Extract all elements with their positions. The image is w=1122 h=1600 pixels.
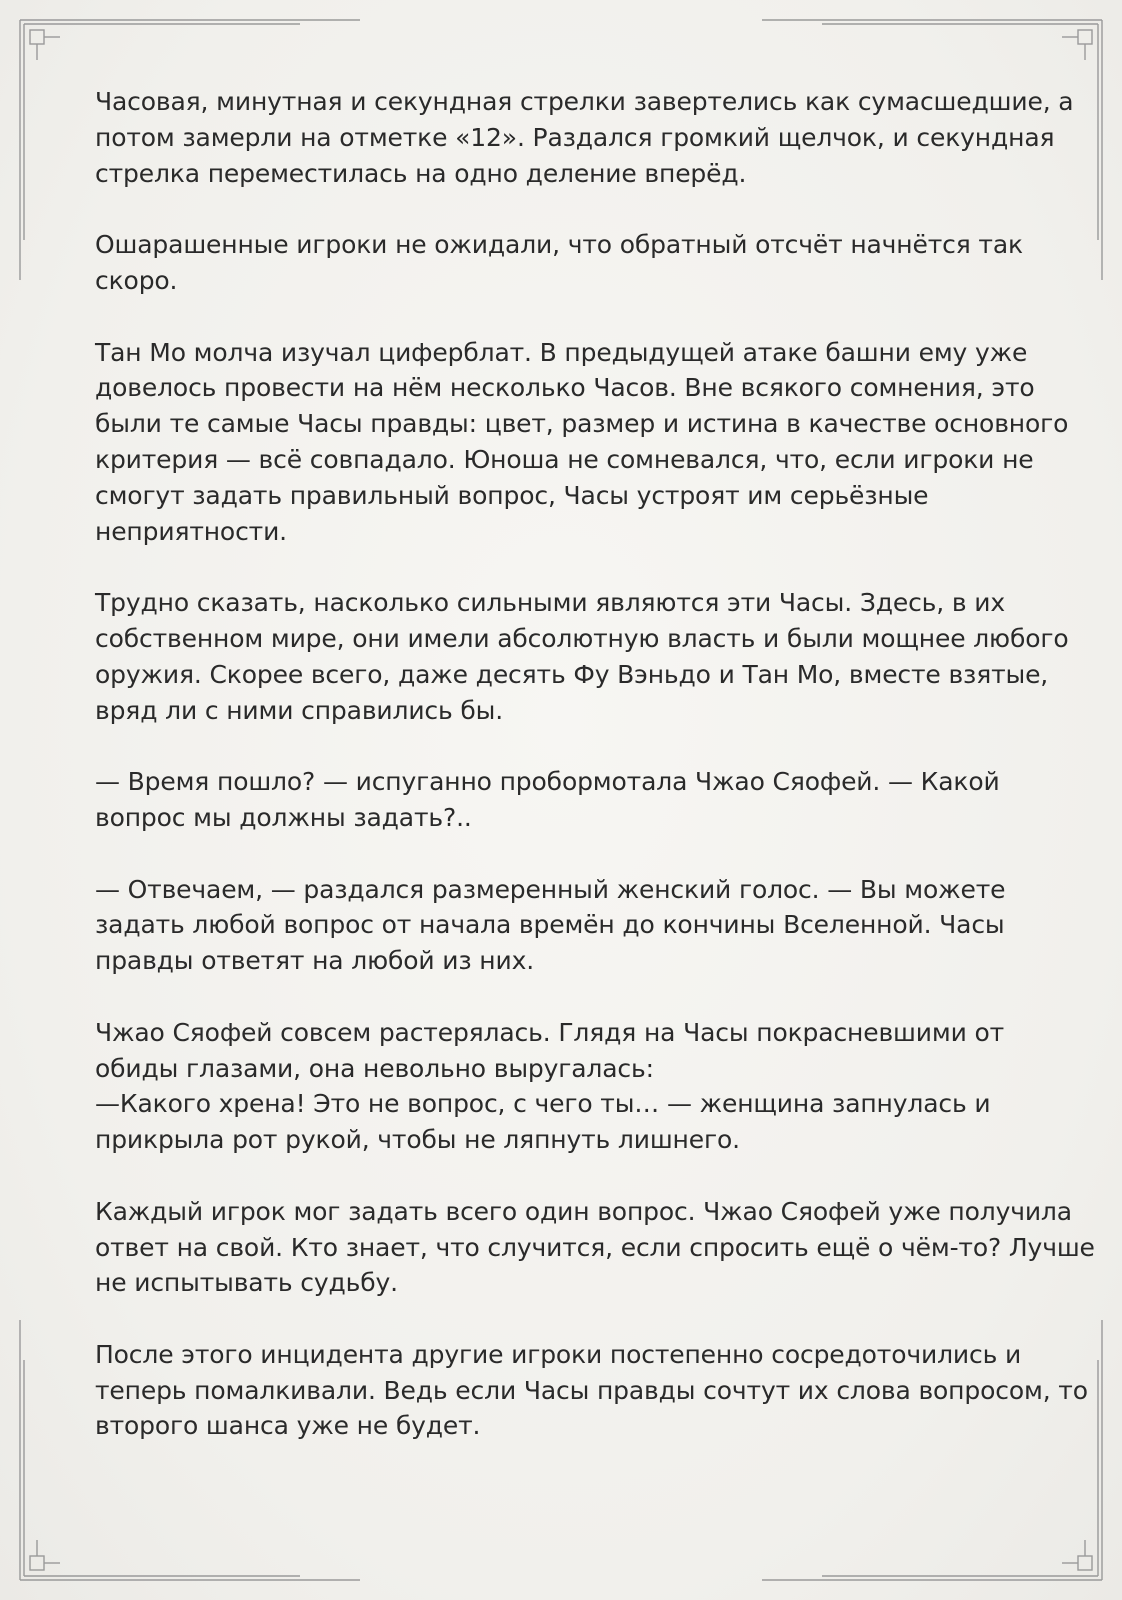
text-line: Часовая, минутная и секундная стрелки завертелись как сумасшедшие, а: [95, 87, 1074, 116]
paragraph: [95, 872, 1035, 979]
text-line: Ошарашенные игроки не ожидали, что обратный отсчёт начнётся так: [95, 230, 1023, 260]
text-line: неприятности.: [95, 516, 287, 546]
text-line: —Какого хрена! Это не вопрос, с чего ты… — женщина запнулась и: [95, 1089, 991, 1119]
text-line: — Время пошло? — испуганно пробормотала Чжао Сяофей. — Какой: [95, 767, 1000, 797]
text-line: теперь помалкивали. Ведь если Часы правды сочтут их слова вопросом, то: [95, 1375, 1088, 1405]
text-line: После этого инцидента другие игроки постепенно сосредоточились и: [95, 1339, 1022, 1369]
text-line: Трудно сказать, насколько сильными являются эти Часы. Здесь, в их: [95, 588, 1005, 618]
text-line: прикрыла рот рукой, чтобы не ляпнуть лишнего.: [95, 1125, 740, 1155]
text-line: ответ на свой. Кто знает, что случится, если спросить ещё о чём-то? Лучше: [95, 1232, 1095, 1262]
text-line: скоро.: [95, 265, 178, 295]
text-line: были те самые Часы правды: цвет, размер и истина в качестве основного: [95, 409, 1069, 439]
paragraph: [95, 585, 1069, 728]
paragraph: [95, 335, 1069, 550]
text-line: второго шанса уже не будет.: [95, 1411, 481, 1441]
text-line: собственном мире, они имели абсолютную власть и были мощнее любого: [95, 623, 1069, 653]
paragraph: [95, 1015, 1035, 1158]
paragraph: [95, 764, 1035, 836]
paragraph: [95, 84, 1074, 191]
paragraph: [95, 1194, 1095, 1301]
text-line: смогут задать правильный вопрос, Часы устроят им серьёзные: [95, 480, 929, 510]
text-line: обиды глазами, она невольно выругалась:: [95, 1053, 654, 1083]
text-line: Каждый игрок мог задать всего один вопрос. Чжао Сяофей уже получила: [95, 1196, 1072, 1226]
text-line: задать любой вопрос от начала времён до кончины Вселенной. Часы: [95, 910, 1005, 940]
text-line: стрелка переместилась на одно деление вперёд.: [95, 158, 747, 188]
text-line: довелось провести на нём несколько Часов. Вне всякого сомнения, это: [95, 373, 1035, 403]
text-line: вряд ли с ними справились бы.: [95, 695, 504, 725]
text-line: правды ответят на любой из них.: [95, 946, 535, 976]
paragraph: [95, 1337, 1088, 1444]
text-line: оружия. Скорее всего, даже десять Фу Вэньдо и Тан Мо, вместе взятые,: [95, 659, 1049, 689]
text-line: не испытывать судьбу.: [95, 1268, 398, 1298]
text-line: Тан Мо молча изучал циферблат. В предыдущей атаке башни ему уже: [95, 337, 1028, 367]
paragraph: [95, 227, 1035, 299]
text-line: потом замерли на отметке «12». Раздался громкий щелчок, и секундная: [95, 122, 1055, 152]
story-text: [95, 84, 1095, 1480]
text-line: — Отвечаем, — раздался размеренный женский голос. — Вы можете: [95, 874, 1006, 904]
text-line: критерия — всё совпадало. Юноша не сомневался, что, если игроки не: [95, 444, 1034, 474]
text-line: вопрос мы должны задать?..: [95, 802, 472, 832]
text-line: Чжао Сяофей совсем растерялась. Глядя на Часы покрасневшими от: [95, 1017, 1005, 1047]
